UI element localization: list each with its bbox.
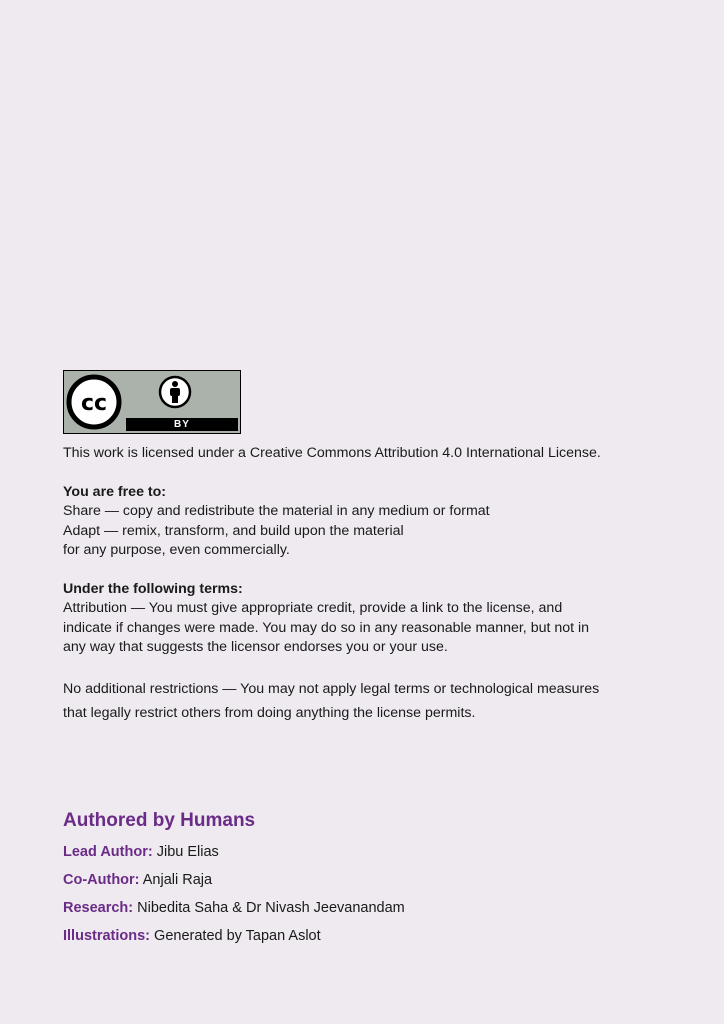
credits-section — [63, 810, 663, 954]
restrictions-line: No additional restrictions — You may not apply legal terms or technological measures — [63, 680, 600, 697]
terms-line: Attribution — You must give appropriate credit, provide a link to the license, and — [63, 600, 563, 616]
free-heading: You are free to: — [63, 483, 167, 500]
license-text — [63, 444, 683, 725]
terms-line: indicate if changes were made. You may do so in any reasonable manner, but not in — [63, 619, 590, 636]
credit-row-illustrations — [63, 926, 663, 954]
credit-row-co-author — [63, 870, 663, 898]
license-intro: This work is licensed under a Creative Commons Attribution 4.0 International License. — [63, 445, 601, 461]
credit-role: Co-Author: — [63, 872, 140, 888]
credit-row-research — [63, 898, 663, 926]
terms-section — [63, 580, 683, 658]
restrictions-section — [63, 677, 683, 725]
attribution-person-icon — [158, 375, 192, 409]
credit-name: Nibedita Saha & Dr Nivash Jeevanandam — [137, 900, 405, 916]
restrictions-line: that legally restrict others from doing anything the license permits. — [63, 704, 476, 721]
cc-by-license-badge — [63, 370, 241, 434]
creative-commons-icon — [66, 374, 122, 430]
credits-title: Authored by Humans — [63, 810, 256, 831]
terms-heading: Under the following terms: — [63, 580, 243, 597]
cc-text: cc — [80, 391, 108, 416]
credit-role: Illustrations: — [63, 928, 151, 944]
free-line: Share — copy and redistribute the material in any medium or format — [63, 503, 490, 519]
credit-row-lead-author — [63, 842, 663, 870]
credit-name: Anjali Raja — [142, 872, 213, 888]
credit-name: Generated by Tapan Aslot — [154, 928, 321, 944]
free-line: Adapt — remix, transform, and build upon the material — [63, 522, 404, 539]
credit-role: Research: — [63, 900, 134, 916]
free-to-section — [63, 483, 683, 561]
terms-line: any way that suggests the licensor endorses you or your use. — [63, 639, 448, 655]
by-label: BY — [126, 418, 238, 431]
credit-role: Lead Author: — [63, 844, 153, 860]
credit-name: Jibu Elias — [156, 844, 219, 860]
free-line: for any purpose, even commercially. — [63, 542, 290, 558]
